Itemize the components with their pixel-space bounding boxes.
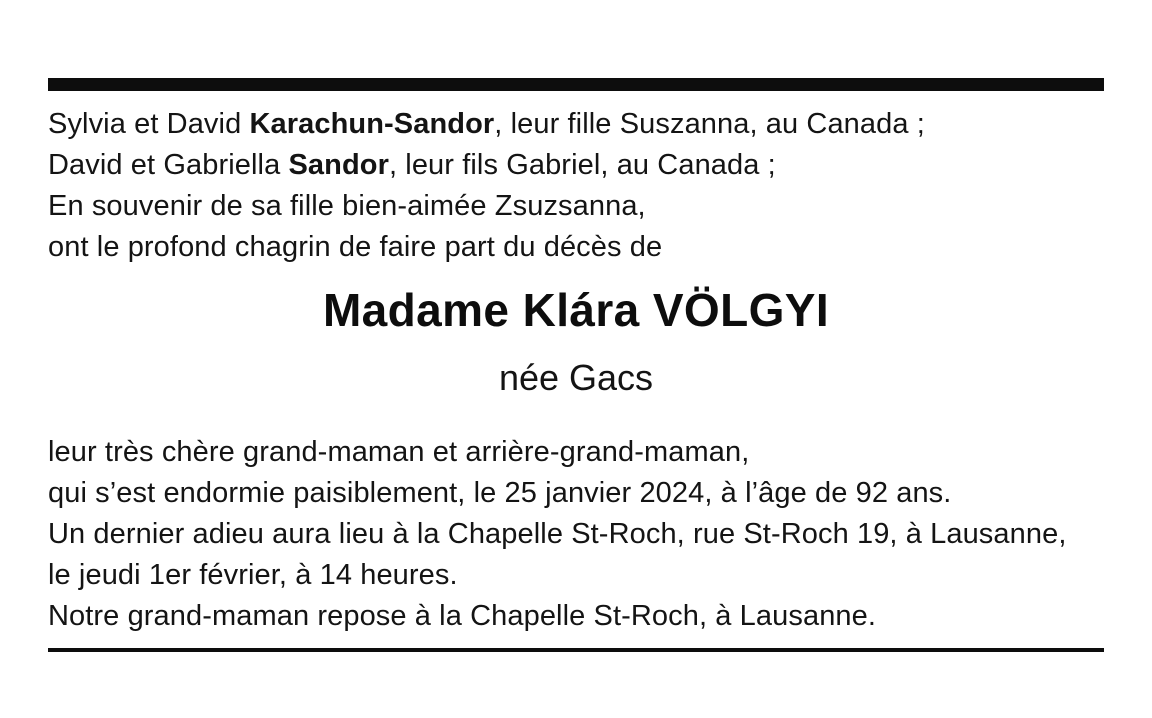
intro-line: ont le profond chagrin de faire part du décès de bbox=[48, 231, 663, 263]
intro-line: En souvenir de sa fille bien-aimée Zsuzsanna, bbox=[48, 190, 646, 222]
intro-line bbox=[48, 104, 1108, 145]
detail-line: leur très chère grand-maman et arrière-grand-maman, bbox=[48, 436, 750, 468]
intro-text-block bbox=[48, 104, 1108, 268]
detail-line: Notre grand-maman repose à la Chapelle St-Roch, à Lausanne. bbox=[48, 600, 877, 632]
bottom-rule-divider bbox=[48, 648, 1104, 652]
intro-line-text-tail: , leur fille Suszanna, au Canada ; bbox=[494, 108, 925, 140]
deceased-maiden-name: née Gacs bbox=[498, 357, 654, 398]
intro-line-text-tail: , leur fils Gabriel, au Canada ; bbox=[388, 149, 776, 181]
detail-line: qui s’est endormie paisiblement, le 25 janvier 2024, à l’âge de 92 ans. bbox=[48, 477, 952, 509]
intro-line bbox=[48, 145, 1108, 186]
top-rule-divider bbox=[48, 78, 1104, 91]
deceased-name-block bbox=[48, 282, 1104, 404]
intro-line-text: David et Gabriella bbox=[48, 149, 289, 181]
intro-line-text: Sylvia et David bbox=[48, 108, 250, 140]
deceased-name: Madame Klára VÖLGYI bbox=[322, 284, 830, 336]
detail-line: Un dernier adieu aura lieu à la Chapelle St-Roch, rue St-Roch 19, à Lausanne, bbox=[48, 518, 1067, 550]
details-text-block bbox=[48, 432, 1118, 637]
detail-line: le jeudi 1er février, à 14 heures. bbox=[48, 559, 458, 591]
family-name-emphasis: Karachun-Sandor bbox=[249, 108, 495, 140]
family-name-emphasis: Sandor bbox=[288, 149, 389, 181]
